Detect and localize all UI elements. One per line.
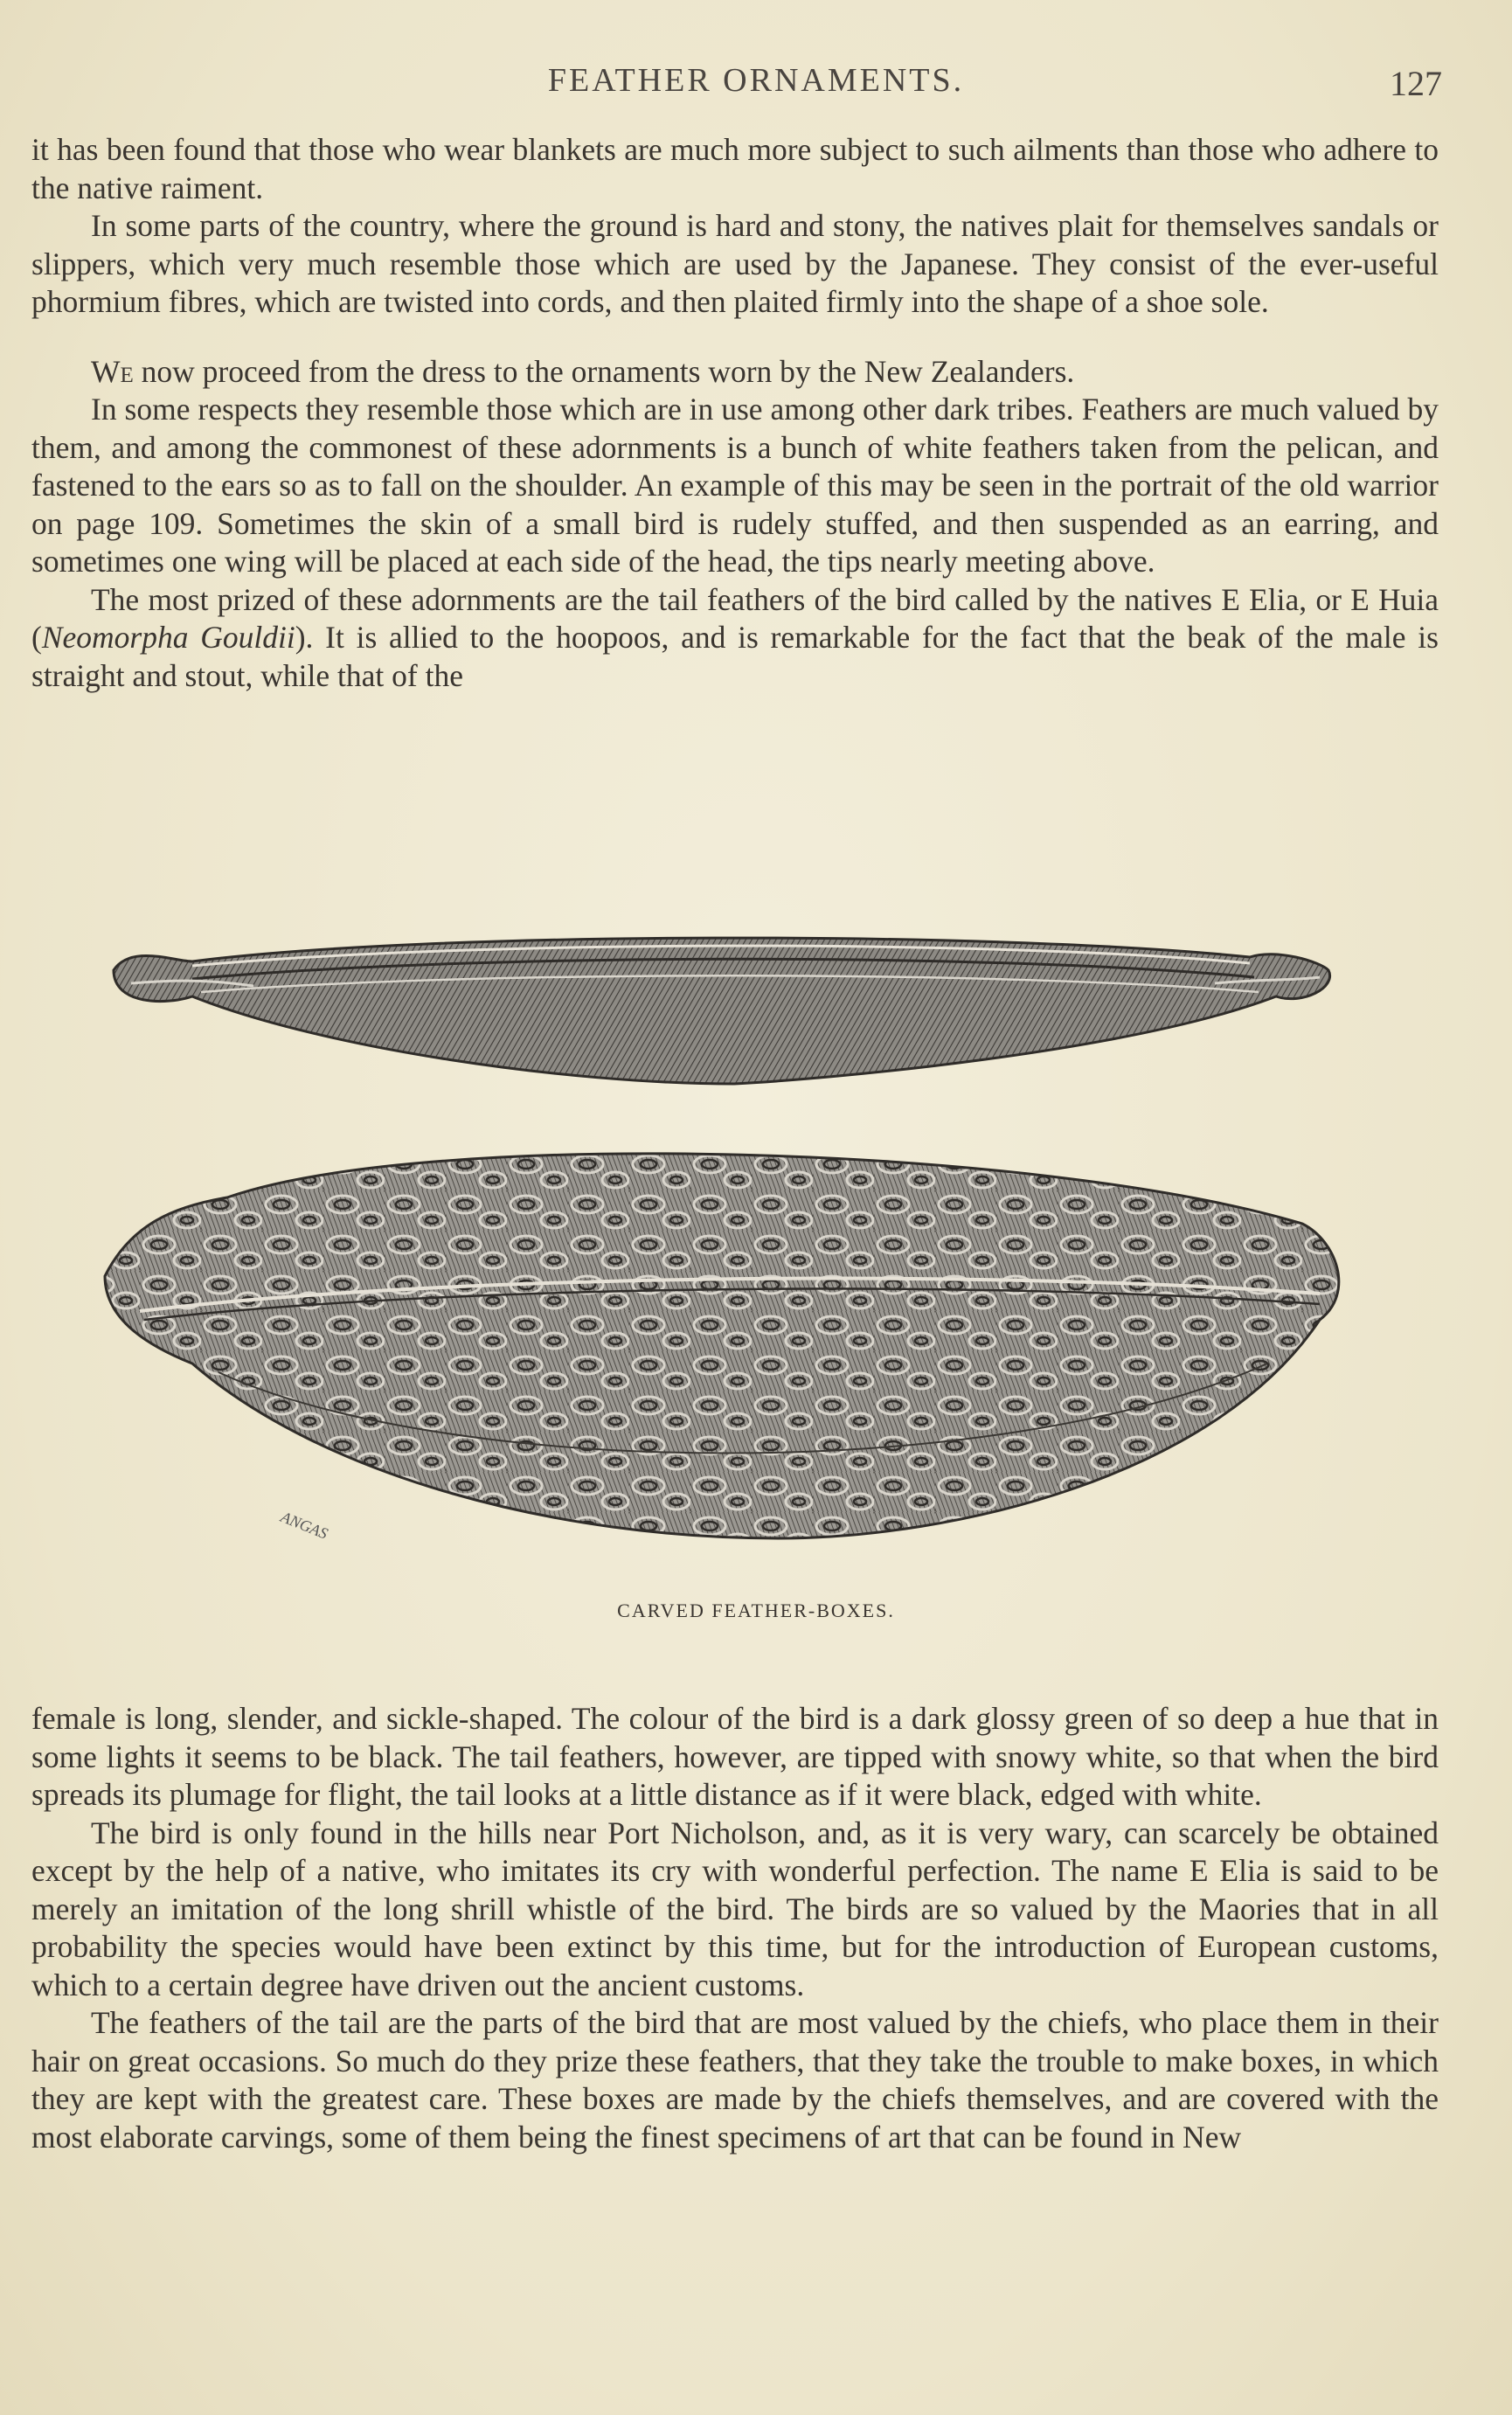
paragraph-port-nicholson: The bird is only found in the hills near Port Nicholson, and, as it is very wary, can scarcely be obtained except by the help of a native, who imitates its cry with wonderful perfection. The name E Elia is said to be merely an imitation of the long shrill whistle of the bird. The birds are so valued by the Maories that in all probability the species would have been extinct by this time, but for the introduction of European customs, which to a certain degree have driven out the ancient customs. — [31, 1815, 1439, 2002]
bottom-text-block — [31, 1700, 1439, 2156]
paragraph-ornaments-intro — [31, 353, 1439, 392]
lead-rest: now proceed from the dress to the ornaments worn by the New Zealanders. — [133, 353, 1075, 389]
engraver-signature: ANGAS — [278, 1508, 330, 1543]
lead-small-caps: We — [91, 353, 134, 389]
figure-caption: CARVED FEATHER-BOXES. — [617, 1600, 895, 1621]
running-title: FEATHER ORNAMENTS. — [547, 62, 965, 99]
paragraph-female-bird: female is long, slender, and sickle-shaped. The colour of the bird is a dark glossy green of so deep a hue that in some lights it seems to be black. The tail feathers, however, are tipped with snowy white, so that when the bird spreads its plumage for flight, the tail looks at a little distance as if it were black, edged with white. — [31, 1701, 1439, 1812]
feather-boxes-illustration — [79, 909, 1381, 1591]
paragraph-feather-boxes: The feathers of the tail are the parts of the bird that are most valued by the chiefs, who place them in their hair on great occasions. So much do they prize these feathers, that they take the trouble to make boxes, in which they are kept with the greatest care. These boxes are made by the chiefs themselves, and are covered with the most elaborate carvings, some of them being the finest specimens of art that can be found in New — [31, 2005, 1439, 2155]
paragraph-huia — [31, 581, 1439, 696]
huia-text-a: The most prized of these adornments are the tail feathers of the bird called by the natives E Elia, or E Huia ( — [31, 581, 1439, 655]
page-number: 127 — [1390, 64, 1442, 103]
paragraph-sandals: In some parts of the country, where the ground is hard and stony, the natives plait for themselves sandals or slippers, which very much resemble those which are used by the Japanese. They consist of the ever-useful phormium fibres, which are twisted into cords, and then plaited firmly into the shape of a shoe sole. — [31, 208, 1439, 319]
feather-boxes-engraving — [79, 909, 1381, 1591]
top-text-block — [31, 131, 1439, 695]
paragraph-blankets: it has been found that those who wear blankets are much more subject to such ailments than those who adhere to the native raiment. — [31, 132, 1439, 205]
running-head — [0, 61, 1512, 114]
upper-feather-box — [114, 938, 1330, 1084]
paragraph-feathers: In some respects they resemble those which are in use among other dark tribes. Feathers are much valued by them, and among the commonest of these adornments is a bunch of white feathers taken from the pelican, and fastened to the ears so as to fall on the shoulder. An example of this may be seen in the portrait of the old warrior on page 109. Sometimes the skin of a small bird is rudely stuffed, and then suspended as an earring, and sometimes one wing will be placed at each side of the head, the tips nearly meeting above. — [31, 392, 1439, 579]
lower-feather-box — [105, 1154, 1339, 1543]
huia-text-b: ). It is allied to the hoopoos, and is remarkable for the fact that the beak of the male is straight and stout, while that of the — [31, 620, 1439, 693]
species-name: Neomorpha Gouldii — [41, 620, 295, 655]
